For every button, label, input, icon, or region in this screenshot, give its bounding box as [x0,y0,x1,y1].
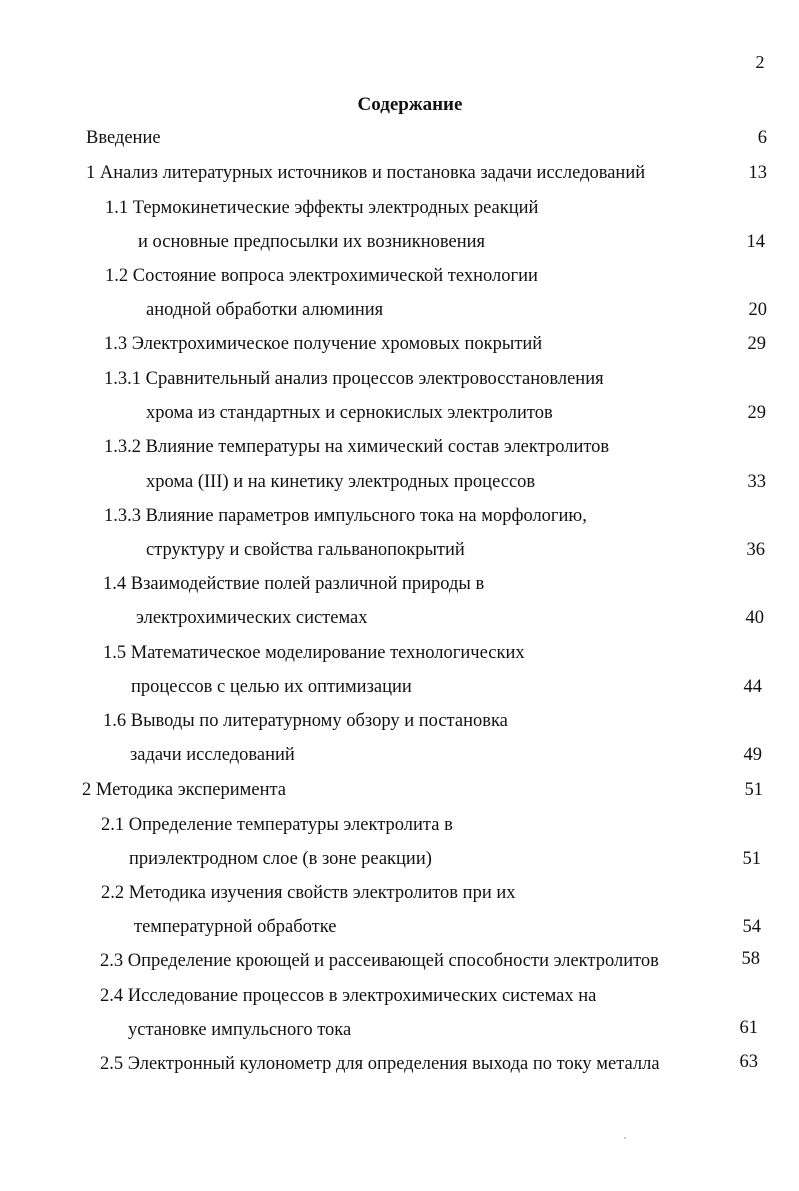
toc-entry-2-1: 2.1 Определение температуры электролита в [101,815,453,835]
toc-page-intro: 6 [757,128,767,148]
toc-page-1-3-2: 33 [747,472,766,492]
toc-entry-2-3: 2.3 Определение кроющей и рассеивающей способности электролитов [100,951,659,971]
toc-entry-1-4-cont: электрохимических системах [136,608,368,628]
toc-entry-1-6-cont: задачи исследований [130,745,295,765]
toc-entry-2-2-cont: температурной обработке [134,917,337,937]
toc-entry-2-1-cont: приэлектродном слое (в зоне реакции) [129,849,432,869]
toc-entry-1-5: 1.5 Математическое моделирование технологических [103,643,525,663]
toc-page-1-1: 14 [746,232,765,252]
toc-entry-1-3-2-cont: хрома (III) и на кинетику электродных процессов [146,472,536,492]
toc-entry-1-1: 1.1 Термокинетические эффекты электродных реакций [105,198,539,218]
toc-entry-2-4-cont: установке импульсного тока [128,1020,352,1040]
toc-page-2-2: 54 [742,917,761,937]
toc-page-1-3: 29 [747,334,766,354]
scan-speck [624,1137,626,1139]
toc-page-2-5: 63 [739,1052,758,1072]
toc-page-1-6: 49 [743,745,762,765]
toc-entry-2-5: 2.5 Электронный кулонометр для определения выхода по току металла [100,1054,660,1074]
toc-entry-1-3: 1.3 Электрохимическое получение хромовых покрытий [104,334,543,354]
toc-page-2-1: 51 [742,849,761,869]
toc-entry-1-6: 1.6 Выводы по литературному обзору и постановка [103,711,508,731]
toc-entry-chapter-1: 1 Анализ литературных источников и постановка задачи исследований [86,163,646,183]
toc-page-1-5: 44 [743,677,762,697]
toc-entry-chapter-2: 2 Методика эксперимента [82,780,286,800]
toc-page-2-3: 58 [741,949,760,969]
page-number: 2 [755,52,765,72]
toc-entry-2-2: 2.2 Методика изучения свойств электролитов при их [101,883,516,903]
toc-page-chapter-2: 51 [744,780,763,800]
toc-entry-intro: Введение [86,128,161,148]
toc-page-1-2: 20 [748,300,767,320]
toc-entry-1-5-cont: процессов с целью их оптимизации [131,677,412,697]
toc-entry-1-3-3-cont: структуру и свойства гальванопокрытий [146,540,465,560]
toc-page-2-4: 61 [739,1018,758,1038]
toc-page-1-4: 40 [745,608,764,628]
toc-page-1-3-1: 29 [747,403,766,423]
toc-entry-1-3-2: 1.3.2 Влияние температуры на химический состав электролитов [104,437,610,457]
toc-entry-1-2: 1.2 Состояние вопроса электрохимической технологии [105,266,538,286]
toc-page-1-3-3: 36 [746,540,765,560]
toc-entry-1-1-cont: и основные предпосылки их возникновения [138,232,486,252]
toc-entry-1-2-cont: анодной обработки алюминия [146,300,384,320]
toc-entry-1-3-1-cont: хрома из стандартных и сернокислых электролитов [146,403,553,423]
toc-entry-2-4: 2.4 Исследование процессов в электрохимических системах на [100,986,597,1006]
toc-title: Содержание [357,94,463,115]
toc-entry-1-3-3: 1.3.3 Влияние параметров импульсного тока на морфологию, [104,506,587,526]
toc-page-chapter-1: 13 [748,163,767,183]
toc-entry-1-4: 1.4 Взаимодействие полей различной природы в [103,574,485,594]
toc-entry-1-3-1: 1.3.1 Сравнительный анализ процессов электровосстановления [104,369,604,389]
